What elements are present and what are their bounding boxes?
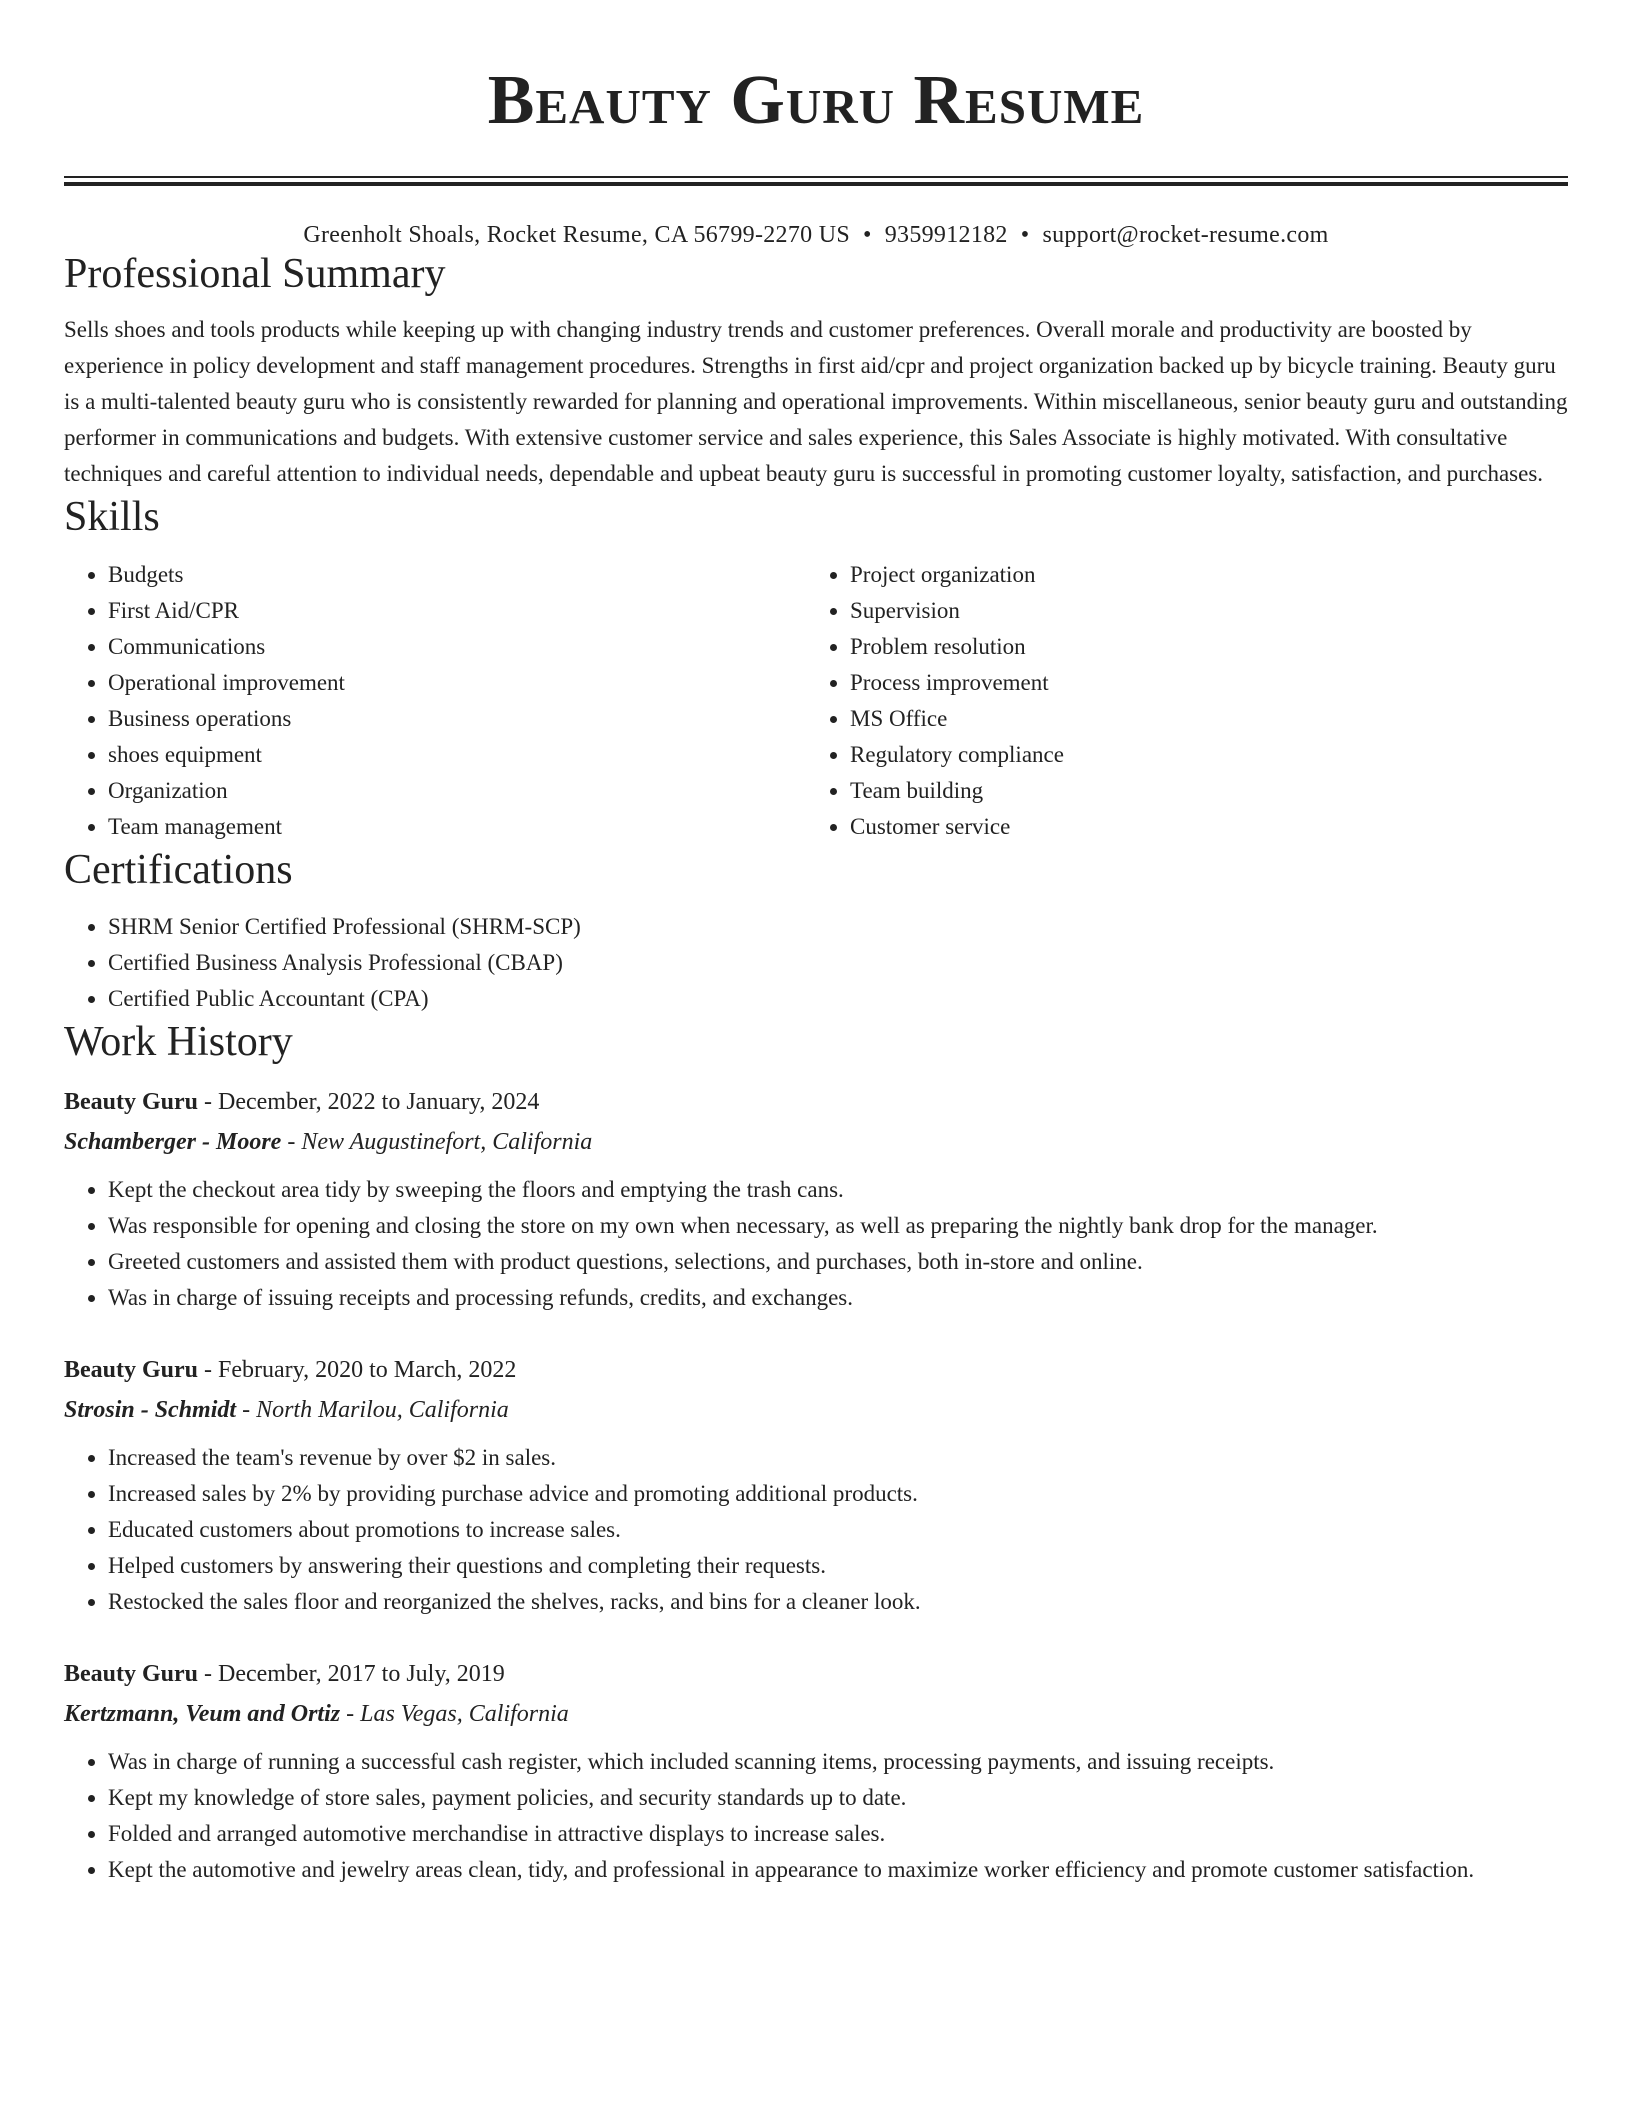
job-duties-list xyxy=(64,1440,1568,1620)
skills-list-left xyxy=(64,557,806,845)
certification-item: • Certified Public Accountant (CPA) xyxy=(108,981,1568,1017)
skill-item: • Problem resolution xyxy=(850,629,1548,665)
job-duty: • Was in charge of issuing receipts and processing refunds, credits, and exchanges. xyxy=(108,1280,1568,1316)
skills-heading: Skills xyxy=(64,494,160,541)
job-company: Strosin - Schmidt xyxy=(64,1396,237,1423)
job-company-line xyxy=(64,1694,1568,1734)
skills-column-left xyxy=(64,557,806,845)
job-dash: - xyxy=(198,1660,219,1687)
job-dates: December, 2022 to January, 2024 xyxy=(218,1088,540,1115)
job-duty: • Increased the team's revenue by over $2 in sales. xyxy=(108,1440,1568,1476)
skills-grid xyxy=(64,557,1568,845)
title-divider xyxy=(64,176,1568,186)
work-history-heading: Work History xyxy=(64,1019,293,1066)
job-duties-list xyxy=(64,1744,1568,1888)
certification-item: • Certified Business Analysis Professional (CBAP) xyxy=(108,945,1568,981)
certification-item: • SHRM Senior Certified Professional (SHRM-SCP) xyxy=(108,909,1568,945)
job-title: Beauty Guru xyxy=(64,1088,199,1115)
job-duties-list xyxy=(64,1172,1568,1316)
contact-separator: • xyxy=(863,222,872,248)
job-dates: December, 2017 to July, 2019 xyxy=(218,1660,505,1687)
job-duty: • Greeted customers and assisted them with product questions, selections, and purchases, both in-store and online. xyxy=(108,1244,1568,1280)
job-title: Beauty Guru xyxy=(64,1356,199,1383)
contact-separator: • xyxy=(1020,222,1030,248)
job-dash: - xyxy=(198,1088,219,1115)
skill-item: • Customer service xyxy=(850,809,1548,845)
job-company: Kertzmann, Veum and Ortiz xyxy=(64,1700,341,1727)
job-duty: • Kept the automotive and jewelry areas clean, tidy, and professional in appearance to maximize worker efficiency and promote customer satisfaction. xyxy=(108,1852,1568,1888)
job-title-line xyxy=(64,1350,1568,1390)
job-duty: • Was in charge of running a successful cash register, which included scanning items, processing payments, and issuing receipts. xyxy=(108,1744,1568,1780)
job-location: New Augustinefort, California xyxy=(301,1128,593,1155)
job-title: Beauty Guru xyxy=(64,1660,199,1687)
job-location: North Marilou, California xyxy=(256,1396,509,1423)
job-dash: - xyxy=(281,1128,302,1155)
job-duty: • Restocked the sales floor and reorganized the shelves, racks, and bins for a cleaner look. xyxy=(108,1584,1568,1620)
skill-item: • Regulatory compliance xyxy=(850,737,1548,773)
skill-item: • Team management xyxy=(108,809,806,845)
job-company-line xyxy=(64,1122,1568,1162)
job-duty: • Educated customers about promotions to increase sales. xyxy=(108,1512,1568,1548)
job-duty: • Kept the checkout area tidy by sweeping the floors and emptying the trash cans. xyxy=(108,1172,1568,1208)
contact-email: support@rocket-resume.com xyxy=(1042,222,1329,248)
job-title-line xyxy=(64,1654,1568,1694)
job-duty: • Increased sales by 2% by providing purchase advice and promoting additional products. xyxy=(108,1476,1568,1512)
summary-text: Sells shoes and tools products while keeping up with changing industry trends and customer preferences. Overall morale and productivity are boosted by experience in policy development and staff management procedures. Strengths in first aid/cpr and project organization backed up by bicycle training. Beauty guru is a multi-talented beauty guru who is consistently rewarded for planning and operational improvements. Within miscellaneous, senior beauty guru and outstanding performer in communications and budgets. With extensive customer service and sales experience, this Sales Associate is highly motivated. With consultative techniques and careful attention to individual needs, dependable and upbeat beauty guru is successful in promoting customer loyalty, satisfaction, and purchases. xyxy=(64,317,1568,487)
job-duty: • Helped customers by answering their questions and completing their requests. xyxy=(108,1548,1568,1584)
resume-title: Beauty Guru Resume xyxy=(487,62,1145,139)
skill-item: • shoes equipment xyxy=(108,737,806,773)
job-duty: • Folded and arranged automotive merchandise in attractive displays to increase sales. xyxy=(108,1816,1568,1852)
skills-column-right xyxy=(806,557,1548,845)
skill-item: • Process improvement xyxy=(850,665,1548,701)
skill-item: • Operational improvement xyxy=(108,665,806,701)
job-entry xyxy=(64,1082,1568,1316)
skill-item: • First Aid/CPR xyxy=(108,593,806,629)
certifications-heading: Certifications xyxy=(64,846,293,893)
skill-item: • MS Office xyxy=(850,701,1548,737)
job-company-line xyxy=(64,1390,1568,1430)
job-dates: February, 2020 to March, 2022 xyxy=(218,1356,517,1383)
job-dash: - xyxy=(340,1700,361,1727)
job-company: Schamberger - Moore xyxy=(64,1128,282,1155)
job-dash: - xyxy=(198,1356,219,1383)
summary-heading: Professional Summary xyxy=(64,251,446,297)
skill-item: • Team building xyxy=(850,773,1548,809)
skill-item: • Business operations xyxy=(108,701,806,737)
job-location: Las Vegas, California xyxy=(360,1700,569,1727)
skill-item: • Project organization xyxy=(850,557,1548,593)
job-duty: • Kept my knowledge of store sales, payment policies, and security standards up to date. xyxy=(108,1780,1568,1816)
job-title-line xyxy=(64,1082,1568,1122)
skill-item: • Communications xyxy=(108,629,806,665)
skill-item: • Organization xyxy=(108,773,806,809)
job-duty: • Was responsible for opening and closing the store on my own when necessary, as well as preparing the nightly bank drop for the manager. xyxy=(108,1208,1568,1244)
job-entry xyxy=(64,1654,1568,1888)
skills-list-right xyxy=(806,557,1548,845)
job-entry xyxy=(64,1350,1568,1620)
contact-info xyxy=(64,222,1568,249)
job-dash: - xyxy=(236,1396,257,1423)
certifications-list xyxy=(64,909,1568,1017)
skill-item: • Supervision xyxy=(850,593,1548,629)
skill-item: • Budgets xyxy=(108,557,806,593)
contact-phone: 9359912182 xyxy=(884,222,1008,248)
contact-address: Greenholt Shoals, Rocket Resume, CA 56799-2270 US xyxy=(303,222,851,248)
